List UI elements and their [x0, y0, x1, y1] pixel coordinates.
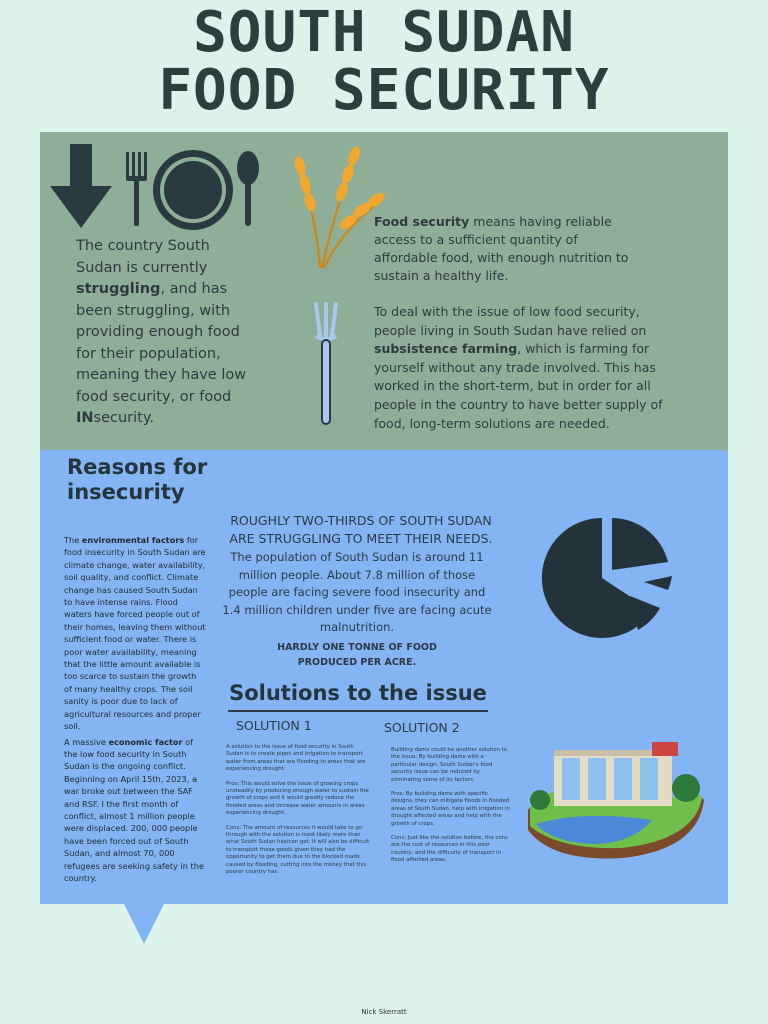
intro-text: The country South Sudan is currently struggling, and has been struggling, with providing enough food for their population, meaning they have low food security, or food INsecurity. [76, 238, 247, 426]
solution-2-text [391, 747, 511, 872]
dam-icon [522, 740, 706, 862]
author-credit: Nick Skerratt [361, 1008, 407, 1016]
population-stats: The population of South Sudan is around 11 million people. About 7.8 million of those people are facing severe food insecurity and 1.4 million children under five are facing acute malnutrition. [222, 550, 492, 634]
title-line-1: SOUTH SUDAN [193, 0, 575, 65]
economic-factor-paragraph: A massive economic factor of the low food security in South Sudan is the ongoing conflict. Beginning on April 15th, 2023, a war broke out between the SAF and RSF. I the first month of conflict, almost 1 million people were displaced. 200, 000 people have been forced out of South Sudan, and almost 70, 000 refugees are seeking safety in the country. [64, 736, 204, 883]
solution-1-title: SOLUTION 1 [236, 718, 312, 733]
solution-2-pros: Pros: By building dams with specific designs, they can mitigate floods in flooded areas of South Sudan, help with irrigation in drought affected areas and help with the growth of crops. [391, 791, 510, 827]
solution-1-text [226, 744, 372, 884]
reasons-panel-tail [124, 904, 164, 944]
solutions-heading: Solutions to the issue [229, 681, 487, 705]
pitchfork-icon [296, 302, 356, 428]
solution-1-cons: Cons: The amount of resources it would take to go through with the solution is most likely more than what South Sudan has/can get. It will also be difficult to transport those goods given they had the opportunity to get them due to the blocked roads caused by flooding, cutting into the money that this poorer country has. [226, 824, 370, 876]
pie-chart-icon [540, 516, 674, 642]
title-line-2: FOOD SECURITY [158, 58, 610, 123]
food-production-stat: HARDLY ONE TONNE OF FOOD PRODUCED PER ACRE. [277, 642, 437, 668]
page-title [0, 0, 768, 123]
wheat-icon [288, 138, 388, 272]
solution-2-description: Building dams could be another solution to the issue. By building dams with a particular design, South Sudan's food security issue can be reduced by eliminating some of its factors. [391, 747, 508, 783]
solution-2-cons: Cons: Just like the solution before, the cons are the cost of resources in this poor country, and the difficulty of transport in flood affected areas. [391, 835, 508, 864]
food-decline-icons [48, 142, 268, 232]
spoon-icon [237, 151, 259, 226]
solution-1-description: A solution to the issue of food security in South Sudan is to create pipes and irrigation to transport water from areas that are flooding to areas that are experiencing drought. [226, 744, 366, 773]
plate-icon [153, 150, 233, 230]
subsistence-farming-text: To deal with the issue of low food security, people living in South Sudan have relied on subsistence farming, which is farming for yourself without any trade involved. This has worked in the short-term, but in order for all people in the country to have better supply of food, long-term solutions are needed. [374, 304, 663, 431]
food-security-definition: Food security means having reliable access to a sufficient quantity of affordable food, with enough nutrition to sustain a healthy life. [374, 214, 629, 283]
solution-1-pros: Pros: This would solve the issue of growing crops unsteadily by producing enough water to sustain the growth of crops and it would greatly reduce the flooded areas and increase water amounts in areas experiencing drought. [226, 780, 369, 817]
two-thirds-headline: ROUGHLY TWO-THIRDS OF SOUTH SUDAN ARE STRUGGLING TO MEET THEIR NEEDS. [229, 513, 493, 546]
down-arrow-icon [50, 144, 112, 228]
reasons-text [64, 534, 206, 887]
solutions-divider [228, 710, 488, 712]
solution-2-title: SOLUTION 2 [384, 720, 460, 735]
environmental-factors-paragraph: The environmental factors for food insecurity in South Sudan are climate change, water availability, soil quality, and conflict. Climate change has caused South Sudan to have intense rains. Flood waters have forced people out of their homes, leaving them without sufficient food or water. There is poor water availability, meaning that the little amount available is too scarce to sustain the growth of many healthy crops. The soil sanity is poor due to lack of agricultural resources and proper soil. [64, 535, 206, 732]
fork-icon [126, 152, 147, 226]
reasons-heading: Reasons for insecurity [67, 455, 208, 504]
